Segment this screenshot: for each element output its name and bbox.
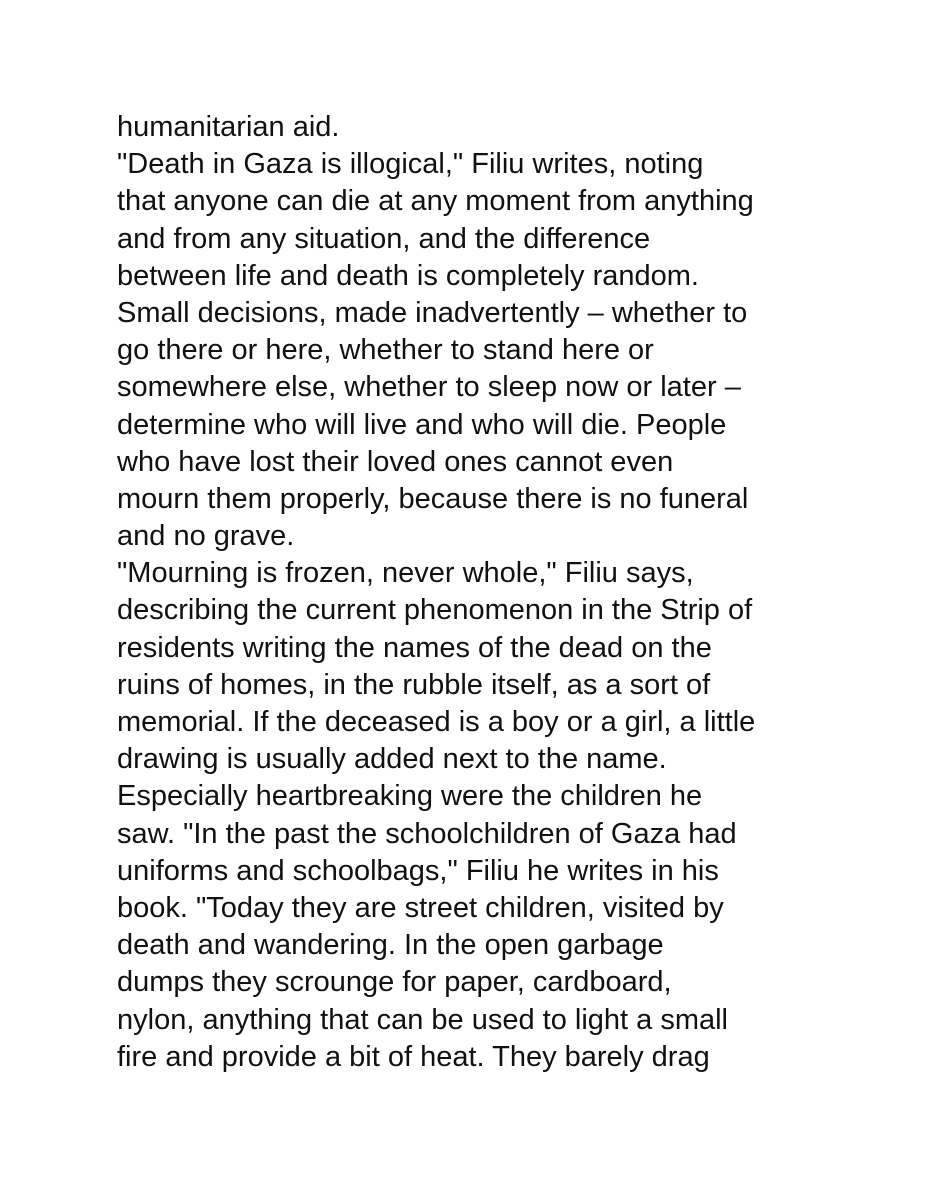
text-line: Small decisions, made inadvertently – whether to (117, 296, 748, 329)
text-line: determine who will live and who will die. People (117, 408, 727, 441)
text-line: death and wandering. In the open garbage (117, 929, 664, 962)
text-line: that anyone can die at any moment from anything (117, 185, 754, 218)
text-line: dumps they scrounge for paper, cardboard, (117, 966, 672, 999)
text-line: drawing is usually added next to the name. (117, 743, 667, 776)
text-line: and from any situation, and the difference (117, 222, 651, 255)
text-line: Especially heartbreaking were the children he (117, 780, 703, 813)
text-line: humanitarian aid. (117, 111, 340, 143)
text-line: nylon, anything that can be used to light a small (117, 1003, 728, 1036)
text-line: who have lost their loved ones cannot even (117, 445, 674, 478)
text-line: describing the current phenomenon in the Strip of (117, 594, 753, 627)
text-line: book. "Today they are street children, visited by (117, 891, 724, 924)
body-text (117, 109, 817, 1076)
text-line: "Mourning is frozen, never whole," Filiu says, (117, 557, 694, 590)
text-line: mourn them properly, because there is no funeral (117, 482, 749, 515)
text-line: uniforms and schoolbags," Filiu he writes in his (117, 854, 719, 887)
text-line: somewhere else, whether to sleep now or later – (117, 371, 741, 404)
text-line: residents writing the names of the dead on the (117, 631, 712, 664)
text-line: fire and provide a bit of heat. They barely drag (117, 1040, 710, 1073)
text-line: memorial. If the deceased is a boy or a girl, a little (117, 706, 756, 738)
text-line: saw. "In the past the schoolchildren of Gaza had (117, 817, 737, 850)
text-line: "Death in Gaza is illogical," Filiu writes, noting (117, 148, 704, 181)
text-line: ruins of homes, in the rubble itself, as a sort of (117, 668, 711, 701)
text-line: and no grave. (117, 520, 295, 553)
text-line: between life and death is completely random. (117, 259, 699, 292)
text-line: go there or here, whether to stand here or (117, 334, 654, 367)
